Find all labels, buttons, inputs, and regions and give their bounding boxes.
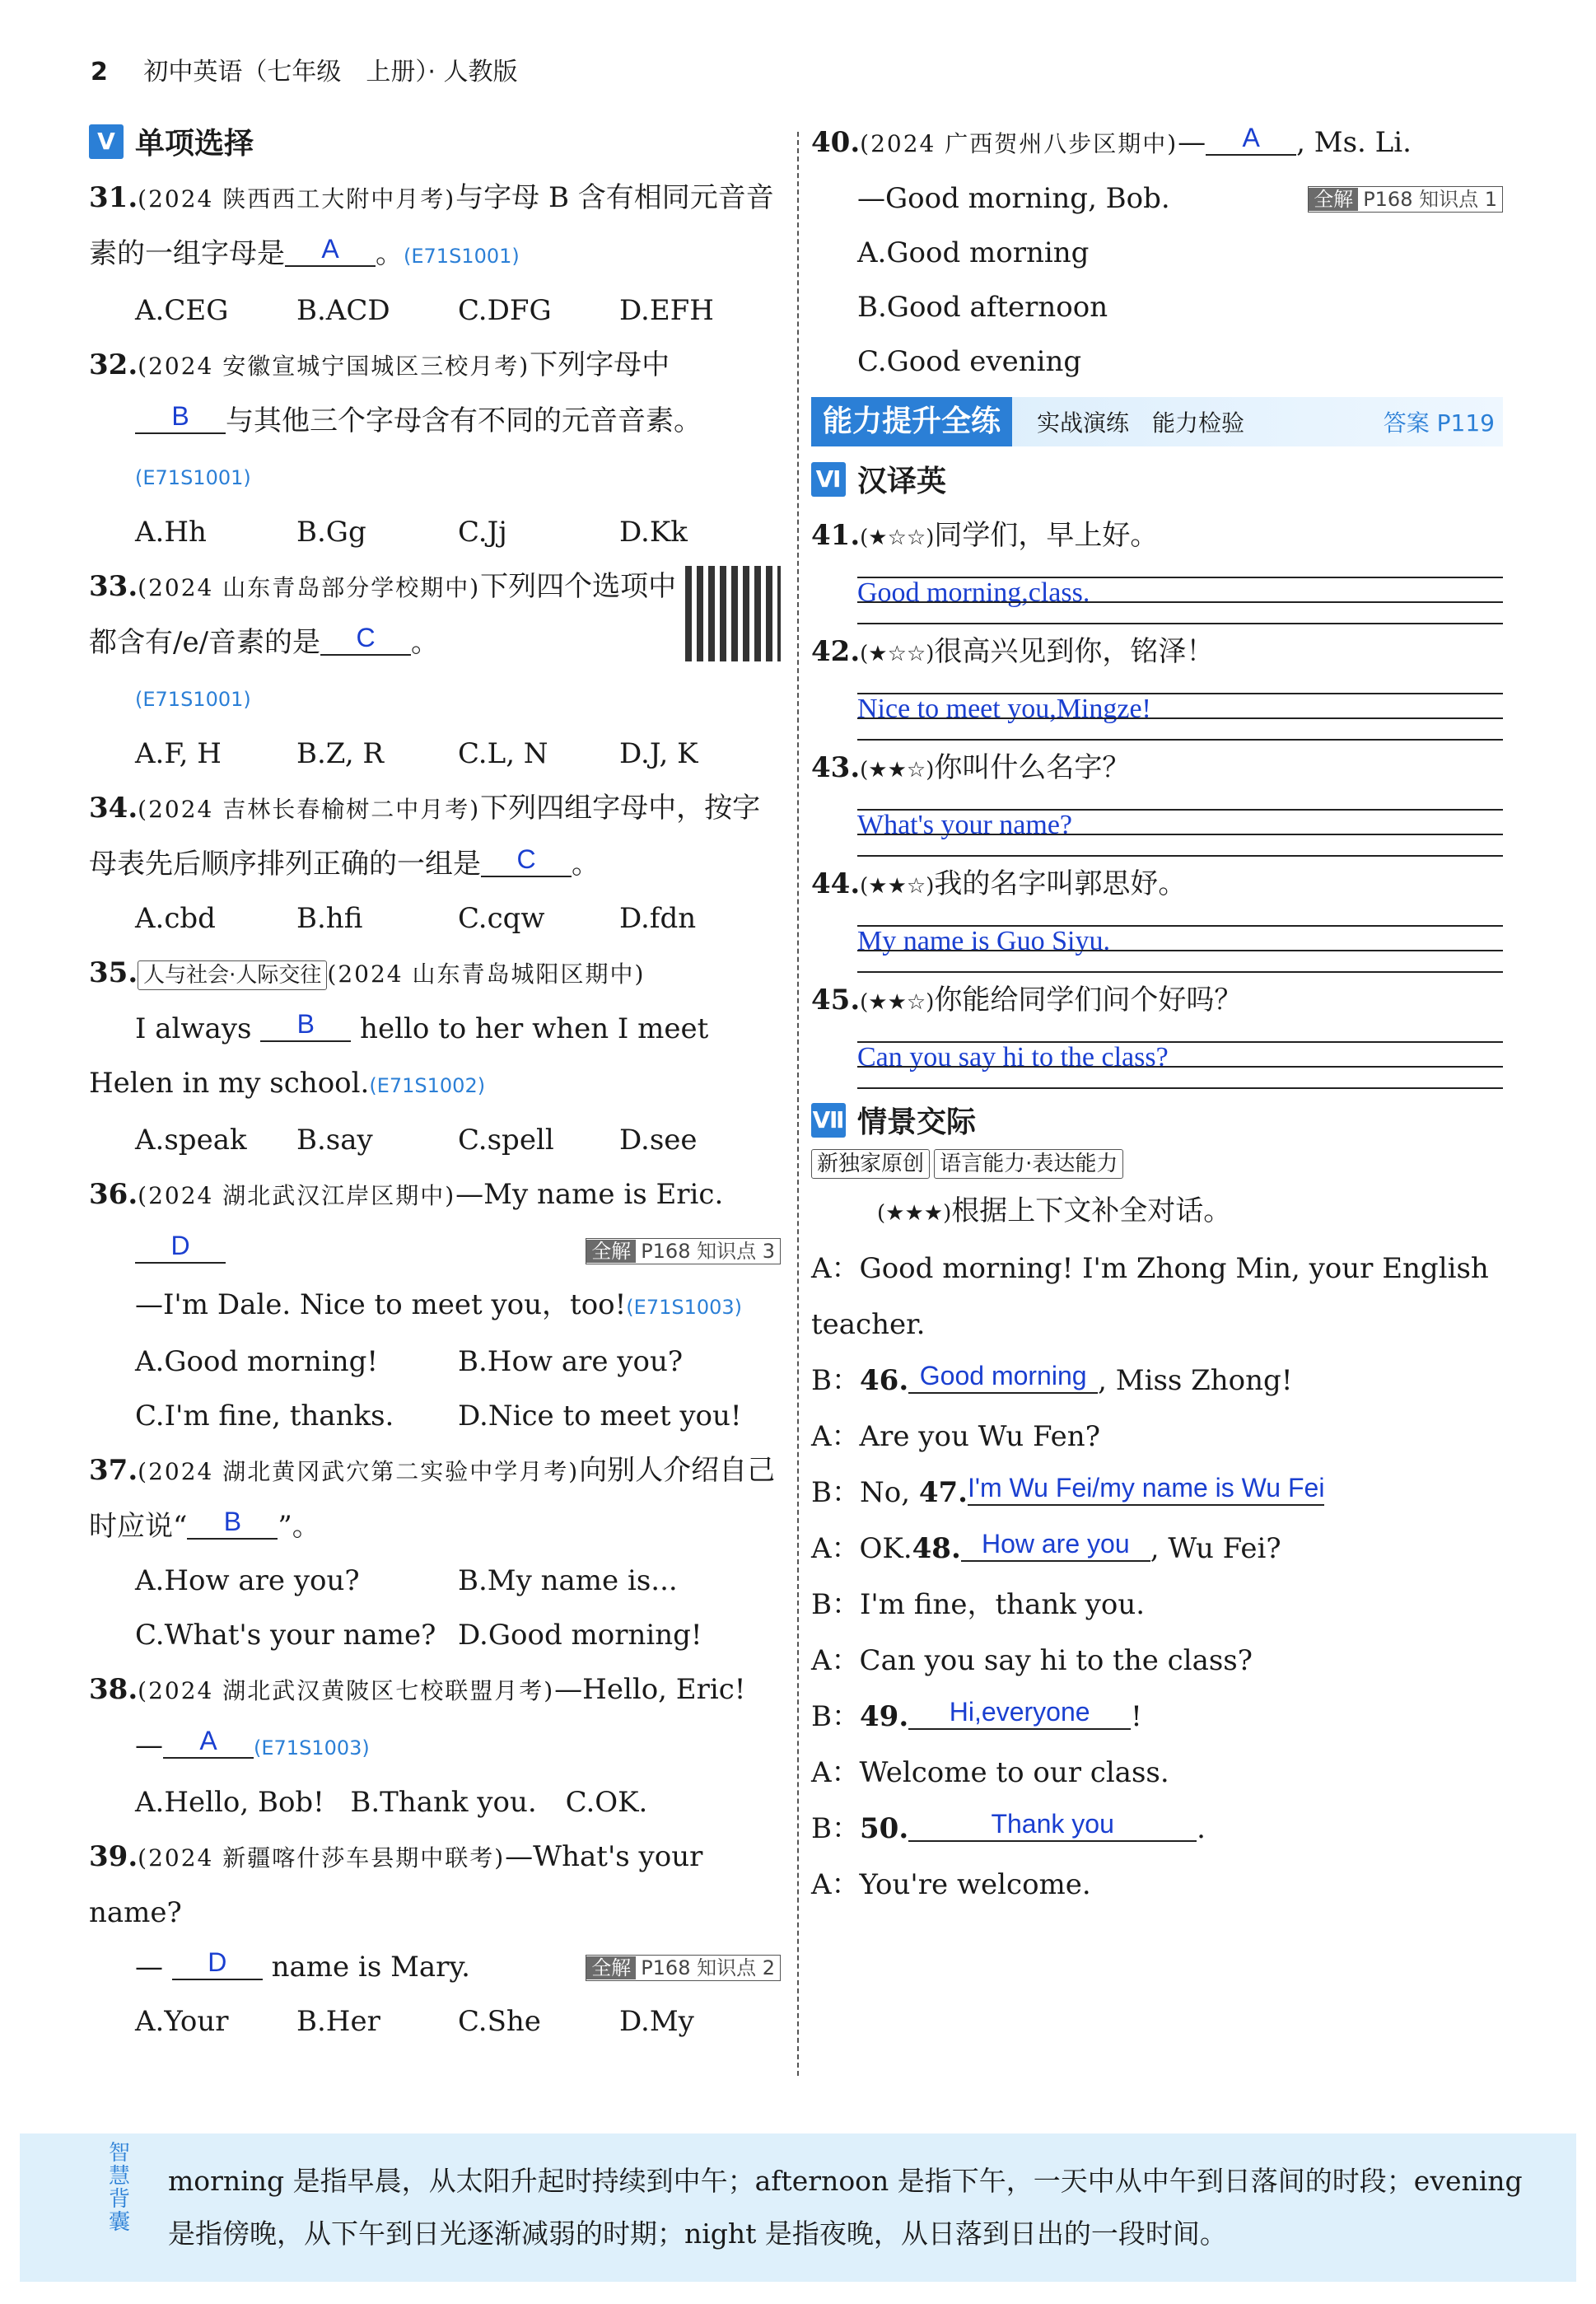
dialogue-line: A：Welcome to our class. xyxy=(811,1756,1169,1789)
question-number: 40. xyxy=(811,126,861,159)
difficulty-stars: (★★★) xyxy=(877,1201,952,1226)
option[interactable]: B.Gg xyxy=(296,516,366,549)
translation-item xyxy=(811,508,1503,624)
option[interactable]: C.I'm fine, thanks. xyxy=(135,1400,394,1432)
option[interactable]: D.Good morning! xyxy=(458,1619,702,1652)
skill-tag: 语言能力·表达能力 xyxy=(934,1149,1123,1179)
difficulty-stars: (★★☆) xyxy=(860,758,935,783)
question-number: 45. xyxy=(811,984,861,1016)
question-text: 与其他三个字母含有不同的元音音素。 xyxy=(226,404,702,437)
answer-blank[interactable]: Good morning xyxy=(908,1359,1098,1394)
options-36 xyxy=(89,1334,781,1443)
option[interactable]: A.CEG xyxy=(135,294,229,327)
knowledge-code: (E71S1001) xyxy=(135,688,251,711)
section-title: 单项选择 xyxy=(135,127,254,161)
ref-page: P168 知识点 2 xyxy=(641,1956,775,1979)
book-title: 初中英语（七年级 上册）· 人教版 xyxy=(143,58,518,86)
options-37 xyxy=(89,1554,781,1662)
punct: 。 xyxy=(376,237,404,270)
option[interactable]: C.Good evening xyxy=(857,345,1082,378)
dialogue-line: B：I'm fine，thank you. xyxy=(811,1588,1146,1621)
speaker: B： xyxy=(811,1364,860,1397)
option[interactable]: A.How are you? xyxy=(135,1564,360,1597)
punct: 。 xyxy=(572,848,600,881)
question-text: 向别人介绍自己时应说“ xyxy=(89,1454,776,1543)
question-number: 43. xyxy=(811,751,861,784)
option[interactable]: D.EFH xyxy=(619,294,714,327)
option[interactable]: A.Hh xyxy=(135,516,207,549)
question-text: 下列四个选项中都含有/e/音素的是 xyxy=(89,570,677,659)
option[interactable]: B.hfi xyxy=(296,902,363,935)
speaker: A：OK. xyxy=(811,1532,912,1565)
question-number: 34. xyxy=(89,792,138,825)
question-36 xyxy=(89,1167,781,1334)
ref-label: 全解 xyxy=(586,1956,636,1979)
options-39 xyxy=(89,1994,781,2049)
difficulty-stars: (★★☆) xyxy=(860,990,935,1015)
knowledge-code: (E71S1001) xyxy=(404,245,520,268)
option[interactable]: A.Good morning xyxy=(857,236,1090,269)
right-column xyxy=(811,115,1503,1913)
answer-line[interactable] xyxy=(857,565,1503,624)
question-number: 48. xyxy=(912,1532,961,1565)
ability-banner xyxy=(811,397,1503,446)
difficulty-stars: (★★☆) xyxy=(860,874,935,899)
banner-title: 能力提升全练 xyxy=(811,397,1012,446)
section-tags xyxy=(811,1149,1503,1179)
question-35 xyxy=(89,946,781,1113)
answer-line[interactable] xyxy=(857,797,1503,857)
dialogue-line: A：Are you Wu Fen? xyxy=(811,1420,1100,1453)
option[interactable]: B.Her xyxy=(296,2005,380,2038)
answer-line[interactable] xyxy=(857,1030,1503,1089)
option[interactable]: B.say xyxy=(296,1124,373,1157)
speaker: B：No, xyxy=(811,1476,911,1509)
page-number: 2 xyxy=(91,58,108,86)
option[interactable]: C.What's your name? xyxy=(135,1619,436,1652)
answer-page-link[interactable]: 答案 P119 xyxy=(1383,409,1495,437)
answer-line[interactable] xyxy=(857,681,1503,741)
translation-item xyxy=(811,973,1503,1089)
question-text: 下列四组字母中，按字母表先后顺序排列正确的一组是 xyxy=(89,792,761,881)
speaker: B： xyxy=(811,1700,860,1733)
speaker: B： xyxy=(811,1812,860,1845)
options-34 xyxy=(89,891,781,946)
question-number: 39. xyxy=(89,1840,138,1873)
question-text: 我的名字叫郭思妤。 xyxy=(934,867,1187,900)
question-source: (2024 湖北武汉江岸区期中) xyxy=(138,1182,456,1209)
answer-line[interactable] xyxy=(857,914,1503,973)
question-source: (2024 山东青岛城阳区期中) xyxy=(327,960,646,988)
option[interactable]: D.My xyxy=(619,2005,694,2038)
answer-blank[interactable]: B xyxy=(187,1505,278,1540)
option[interactable]: B.ACD xyxy=(296,294,390,327)
section-number-badge: Ⅴ xyxy=(89,124,124,159)
option[interactable]: A.F, H xyxy=(135,737,222,770)
handwritten-answer: Nice to meet you,Mingze! xyxy=(857,694,1151,724)
dialogue-text: ! xyxy=(1131,1700,1142,1733)
option[interactable]: D.see xyxy=(619,1124,698,1157)
solution-reference[interactable] xyxy=(1308,186,1503,213)
tip-box xyxy=(20,2133,1576,2282)
instruction-text: 根据上下文补全对话。 xyxy=(951,1194,1232,1227)
theme-tag: 人与社会·人际交往 xyxy=(138,960,327,990)
question-text: hello to her when I meet Helen in my school. xyxy=(89,1012,709,1100)
question-number: 31. xyxy=(89,181,138,214)
instruction xyxy=(811,1184,1503,1241)
question-number: 37. xyxy=(89,1454,138,1487)
question-number: 38. xyxy=(89,1673,138,1706)
question-text: —Good morning, Bob. xyxy=(857,182,1170,215)
question-source: (2024 湖北武汉黄陂区七校联盟月考) xyxy=(138,1677,555,1704)
question-number: 46. xyxy=(860,1364,909,1397)
options-31 xyxy=(89,283,781,338)
answer-blank[interactable]: Hi,everyone xyxy=(908,1695,1131,1730)
question-source: (2024 陕西西工大附中月考) xyxy=(138,185,456,213)
option[interactable]: A.Good morning! xyxy=(135,1345,379,1378)
ref-label: 全解 xyxy=(586,1240,636,1263)
option[interactable]: A.cbd xyxy=(135,902,216,935)
question-source: (2024 湖北黄冈武穴第二实验中学月考) xyxy=(138,1458,580,1485)
handwritten-answer: My name is Guo Siyu. xyxy=(857,926,1110,956)
answer-blank[interactable]: Thank you xyxy=(908,1807,1197,1842)
question-source: (2024 广西贺州八步区期中) xyxy=(860,130,1178,157)
options-35 xyxy=(89,1113,781,1167)
question-38: 38.(2024 湖北武汉黄陂区七校联盟月考)—Hello, Eric! — A (E71S1003) xyxy=(89,1673,746,1762)
option[interactable]: D.Kk xyxy=(619,516,688,549)
dialogue-text: , Wu Fei? xyxy=(1150,1532,1281,1565)
section-heading xyxy=(811,1099,1503,1141)
question-number: 44. xyxy=(811,867,861,900)
dialogue-text: . xyxy=(1197,1812,1206,1845)
question-text: , Ms. Li. xyxy=(1296,126,1412,159)
question-text: 同学们，早上好。 xyxy=(934,519,1159,552)
page-header xyxy=(91,51,518,87)
option[interactable]: D.fdn xyxy=(619,902,697,935)
option[interactable]: C.She xyxy=(458,2005,541,2038)
option[interactable]: D.Nice to meet you! xyxy=(458,1400,742,1432)
answer-blank[interactable]: A xyxy=(1206,121,1296,156)
options-33 xyxy=(89,727,781,781)
question-source: (2024 安徽宣城宁国城区三校月考) xyxy=(138,353,530,380)
question-text: I always xyxy=(135,1012,252,1045)
option[interactable]: B.My name is... xyxy=(458,1564,678,1597)
knowledge-code: (E71S1003) xyxy=(254,1736,370,1760)
options-38 xyxy=(89,1775,781,1830)
question-33 xyxy=(89,559,781,727)
question-31 xyxy=(89,171,781,283)
solution-reference[interactable] xyxy=(586,1238,781,1264)
option[interactable]: B.How are you? xyxy=(458,1345,684,1378)
answer-blank[interactable]: How are you xyxy=(961,1527,1150,1562)
dialogue-line: A：Good morning! I'm Zhong Min, your English teacher. xyxy=(811,1252,1489,1341)
question-text: 与字母 B 含有相同元音音素的一组字母是 xyxy=(89,181,774,270)
question-source: (2024 新疆喀什莎车县期中联考) xyxy=(138,1844,506,1872)
question-text: 你叫什么名字？ xyxy=(934,751,1131,784)
question-text: name is Mary. xyxy=(271,1951,470,1984)
section-heading xyxy=(89,120,781,162)
question-source: (2024 吉林长春榆树二中月考) xyxy=(138,796,481,823)
solution-reference[interactable] xyxy=(586,1955,781,1981)
ref-label: 全解 xyxy=(1309,188,1358,211)
dialogue-line: A：Can you say hi to the class? xyxy=(811,1644,1253,1677)
left-column xyxy=(89,115,781,2049)
punct: ”。 xyxy=(278,1510,320,1543)
question-37 xyxy=(89,1443,781,1554)
answer-blank[interactable]: C xyxy=(320,621,411,656)
option[interactable]: C.OK. xyxy=(565,1786,648,1819)
banner-subtitle: 实战演练 能力检验 xyxy=(1037,409,1245,437)
translation-item xyxy=(811,624,1503,741)
answer-blank[interactable]: A xyxy=(285,232,376,267)
question-number: 33. xyxy=(89,570,138,603)
section-heading xyxy=(811,458,1503,500)
options-32 xyxy=(89,505,781,559)
tip-label: 智慧背囊 xyxy=(109,2141,131,2235)
question-number: 50. xyxy=(860,1812,909,1845)
column-divider xyxy=(797,132,799,2076)
option[interactable]: B.Z, R xyxy=(296,737,385,770)
answer-blank[interactable]: I'm Wu Fei/my name is Wu Fei xyxy=(968,1471,1324,1506)
punct: 。 xyxy=(411,626,440,659)
answer-blank[interactable]: B xyxy=(135,400,226,434)
question-number: 41. xyxy=(811,519,861,552)
question-39: 39.(2024 新疆喀什莎车县期中联考)—What's your name? 全解 P168 知识点 2 — D name is Mary. xyxy=(89,1830,781,1994)
section-title: 情景交际 xyxy=(857,1105,977,1139)
answer-blank[interactable]: A xyxy=(163,1724,254,1759)
option[interactable]: C.L, N xyxy=(458,737,548,770)
answer-blank[interactable]: D xyxy=(135,1229,226,1264)
question-number: 32. xyxy=(89,348,138,381)
question-source: (2024 山东青岛部分学校期中) xyxy=(138,574,481,601)
option[interactable]: C.spell xyxy=(458,1124,554,1157)
question-number: 49. xyxy=(860,1700,909,1733)
question-number: 36. xyxy=(89,1178,138,1211)
dialogue xyxy=(811,1241,1503,1913)
question-text: —What's your name? xyxy=(89,1840,703,1929)
ref-page: P168 知识点 1 xyxy=(1363,188,1497,211)
option[interactable]: D.J, K xyxy=(619,737,698,770)
question-number: 47. xyxy=(918,1476,968,1509)
dialogue-text: , Miss Zhong! xyxy=(1098,1364,1293,1397)
handwritten-answer: Can you say hi to the class? xyxy=(857,1042,1169,1073)
question-text: 你能给同学们问个好吗？ xyxy=(934,984,1243,1016)
question-number: 42. xyxy=(811,635,861,668)
answer-blank[interactable]: C xyxy=(481,843,572,877)
knowledge-code: (E71S1002) xyxy=(369,1074,486,1097)
answer-blank[interactable]: D xyxy=(172,1946,263,1980)
knowledge-code: (E71S1001) xyxy=(135,466,251,489)
difficulty-stars: (★☆☆) xyxy=(860,642,935,666)
option[interactable]: A.speak xyxy=(135,1124,247,1157)
option[interactable]: C.cqw xyxy=(458,902,545,935)
section-number-badge: Ⅶ xyxy=(811,1103,846,1138)
option[interactable]: C.DFG xyxy=(458,294,552,327)
question-34 xyxy=(89,781,781,891)
knowledge-code: (E71S1003) xyxy=(626,1296,743,1319)
answer-blank[interactable]: B xyxy=(260,1007,351,1042)
question-40: 40.(2024 广西贺州八步区期中)— A , Ms. Li. 全解 P168 知识点 1 —Good morning, Bob. xyxy=(811,115,1503,226)
question-number: 35. xyxy=(89,956,138,989)
option[interactable]: B.Good afternoon xyxy=(857,291,1108,324)
question-text: 很高兴见到你，铭泽！ xyxy=(934,635,1215,668)
translation-item xyxy=(811,741,1503,857)
option[interactable]: A.Your xyxy=(135,2005,229,2038)
section-number-badge: Ⅵ xyxy=(811,462,846,497)
question-text: 下列字母中 xyxy=(530,348,670,381)
original-tag: 新独家原创 xyxy=(811,1149,930,1179)
option[interactable]: C.Jj xyxy=(458,516,507,549)
tip-text: morning 是指早晨，从太阳升起时持续到中午；afternoon 是指下午，一天中从中午到日落间的时段；evening 是指傍晚，从下午到日光逐渐减弱的时期；night 是指夜晚，从日落到日出的一段时间。 xyxy=(168,2165,1523,2250)
qr-code-icon[interactable] xyxy=(685,566,781,661)
handwritten-answer: What's your name? xyxy=(857,810,1073,840)
translation-item xyxy=(811,857,1503,973)
handwritten-answer: Good morning,class. xyxy=(857,577,1090,608)
dialogue-line: A：You're welcome. xyxy=(811,1868,1091,1901)
question-text: —Hello, Eric! xyxy=(554,1673,746,1706)
section-title: 汉译英 xyxy=(857,465,947,498)
option[interactable]: B.Thank you. xyxy=(350,1786,537,1819)
difficulty-stars: (★☆☆) xyxy=(860,526,935,550)
question-text: —My name is Eric. xyxy=(455,1178,724,1211)
option[interactable]: A.Hello, Bob! xyxy=(135,1786,324,1819)
question-32 xyxy=(89,338,781,505)
ref-page: P168 知识点 3 xyxy=(641,1240,775,1263)
question-text: —I'm Dale. Nice to meet you，too! xyxy=(135,1288,627,1321)
